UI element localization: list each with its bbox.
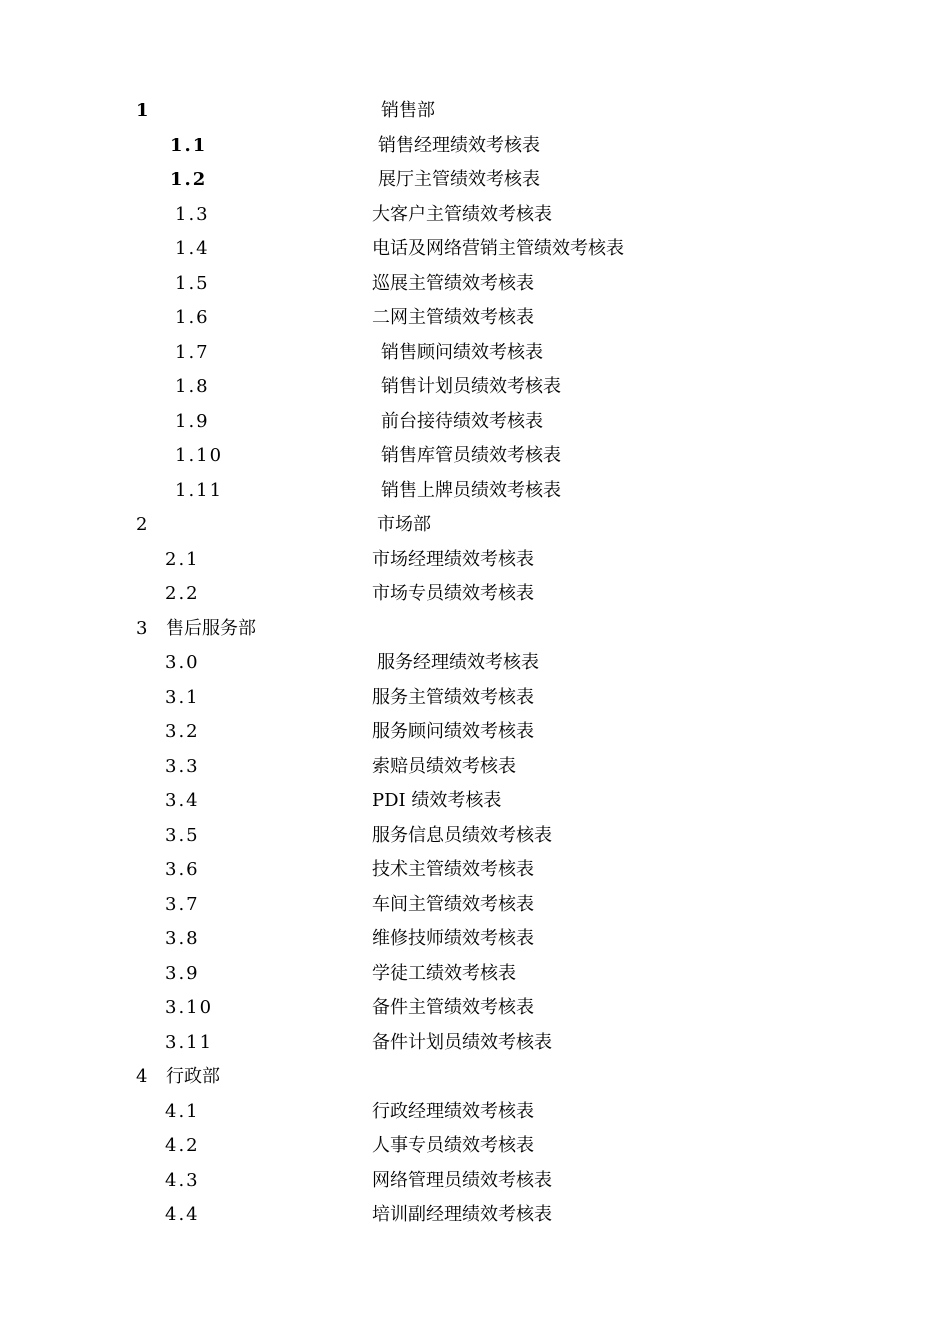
toc-entry-number: 1.1 <box>170 134 208 156</box>
toc-entry-title: 大客户主管绩效考核表 <box>372 203 552 225</box>
toc-entry-title: 销售上牌员绩效考核表 <box>381 479 561 501</box>
toc-entry-title: 人事专员绩效考核表 <box>372 1135 534 1156</box>
toc-entry-number: 3.1 <box>165 686 200 708</box>
toc-entry <box>0 1095 950 1130</box>
toc-entry-title: 维修技师绩效考核表 <box>372 928 534 949</box>
toc-entry <box>0 1198 950 1233</box>
toc-entry-number: 3.7 <box>165 893 200 915</box>
toc-entry-number: 2.1 <box>165 548 200 570</box>
toc-entry-number: 1.10 <box>175 445 224 466</box>
toc-entry-title: 服务经理绩效考核表 <box>377 652 539 673</box>
toc-entry-number: 3.0 <box>165 652 200 673</box>
toc-entry-title: 售后服务部 <box>166 617 256 639</box>
toc-entry-title: 销售计划员绩效考核表 <box>381 376 561 397</box>
toc-entry-number: 1.5 <box>175 272 210 294</box>
toc-entry-number: 1.4 <box>175 238 210 259</box>
toc-entry <box>0 577 950 612</box>
toc-entry-number: 4.4 <box>165 1204 200 1225</box>
toc-entry <box>0 405 950 440</box>
toc-entry-title: 销售部 <box>381 100 435 121</box>
toc-entry-title: 索赔员绩效考核表 <box>372 755 516 777</box>
toc-entry-number: 2 <box>136 514 148 535</box>
toc-entry-title: 学徒工绩效考核表 <box>372 962 516 984</box>
toc-entry-number: 3.4 <box>165 790 200 811</box>
toc-entry <box>0 646 950 681</box>
toc-entry-title: 市场专员绩效考核表 <box>372 583 534 604</box>
toc-entry-number: 4.3 <box>165 1169 200 1191</box>
toc-entry-title: 销售顾问绩效考核表 <box>381 341 543 363</box>
toc-entry-number: 1.7 <box>175 341 210 363</box>
toc-entry-number: 1.2 <box>170 169 208 190</box>
toc-entry-title: 行政部 <box>166 1066 220 1087</box>
toc-entry-title: 市场部 <box>377 514 431 535</box>
toc-entry <box>0 301 950 336</box>
toc-entry-number: 1.11 <box>175 479 224 501</box>
toc-entry-title: 网络管理员绩效考核表 <box>372 1169 552 1191</box>
toc-entry-title: PDI 绩效考核表 <box>372 790 502 811</box>
toc-entry-number: 3.6 <box>165 859 200 880</box>
toc-entry-number: 3.5 <box>165 824 200 846</box>
toc-entry-number: 4 <box>136 1066 148 1087</box>
toc-entry <box>0 1164 950 1199</box>
toc-entry <box>0 819 950 854</box>
toc-entry-number: 3.10 <box>165 997 214 1018</box>
toc-entry-title: 销售库管员绩效考核表 <box>381 445 561 466</box>
toc-entry-title: 服务主管绩效考核表 <box>372 686 534 708</box>
toc-entry <box>0 991 950 1026</box>
toc-entry <box>0 784 950 819</box>
toc-entry-number: 3.9 <box>165 962 200 984</box>
toc-entry <box>0 1129 950 1164</box>
toc-entry <box>0 681 950 716</box>
toc-entry <box>0 922 950 957</box>
toc-entry <box>0 750 950 785</box>
toc-entry-number: 4.1 <box>165 1100 200 1122</box>
toc-entry-title: 二网主管绩效考核表 <box>372 307 534 328</box>
toc-entry <box>0 198 950 233</box>
toc-entry-number: 3.3 <box>165 755 200 777</box>
toc-entry <box>0 370 950 405</box>
toc-entry-number: 3 <box>136 617 148 639</box>
toc-entry-number: 3.2 <box>165 721 200 742</box>
toc-entry-title: 展厅主管绩效考核表 <box>378 169 540 190</box>
toc-entry <box>0 474 950 509</box>
toc-entry-title: 培训副经理绩效考核表 <box>372 1204 552 1225</box>
toc-entry-title: 技术主管绩效考核表 <box>372 859 534 880</box>
toc-entry-number: 4.2 <box>165 1135 200 1156</box>
toc-entry <box>0 232 950 267</box>
toc-entry <box>0 267 950 302</box>
toc-entry <box>0 336 950 371</box>
toc-entry <box>0 543 950 578</box>
toc-entry-title: 前台接待绩效考核表 <box>381 410 543 432</box>
toc-entry <box>0 715 950 750</box>
toc-entry-title: 服务信息员绩效考核表 <box>372 824 552 846</box>
toc-entry <box>0 129 950 164</box>
toc-entry-title: 备件计划员绩效考核表 <box>372 1031 552 1053</box>
toc-entry-number: 1.9 <box>175 410 210 432</box>
toc-entry-number: 3.11 <box>165 1031 214 1053</box>
toc-entry-title: 市场经理绩效考核表 <box>372 548 534 570</box>
toc-entry-title: 车间主管绩效考核表 <box>372 893 534 915</box>
toc-entry <box>0 853 950 888</box>
toc-entry-number: 2.2 <box>165 583 200 604</box>
toc-entry-title: 服务顾问绩效考核表 <box>372 721 534 742</box>
toc-entry-title: 电话及网络营销主管绩效考核表 <box>372 238 624 259</box>
toc-entry <box>0 1060 950 1095</box>
table-of-contents <box>0 94 950 1233</box>
toc-entry-number: 1.3 <box>175 203 210 225</box>
toc-entry <box>0 888 950 923</box>
toc-entry-title: 销售经理绩效考核表 <box>378 134 540 156</box>
toc-entry <box>0 439 950 474</box>
toc-entry-number: 1.8 <box>175 376 210 397</box>
toc-entry <box>0 612 950 647</box>
toc-entry <box>0 94 950 129</box>
toc-entry-number: 1 <box>136 100 149 121</box>
toc-entry <box>0 1026 950 1061</box>
toc-entry <box>0 508 950 543</box>
toc-entry-title: 备件主管绩效考核表 <box>372 997 534 1018</box>
toc-entry <box>0 957 950 992</box>
toc-entry <box>0 163 950 198</box>
toc-entry-number: 3.8 <box>165 928 200 949</box>
toc-entry-number: 1.6 <box>175 307 210 328</box>
toc-entry-title: 行政经理绩效考核表 <box>372 1100 534 1122</box>
toc-entry-title: 巡展主管绩效考核表 <box>372 272 534 294</box>
